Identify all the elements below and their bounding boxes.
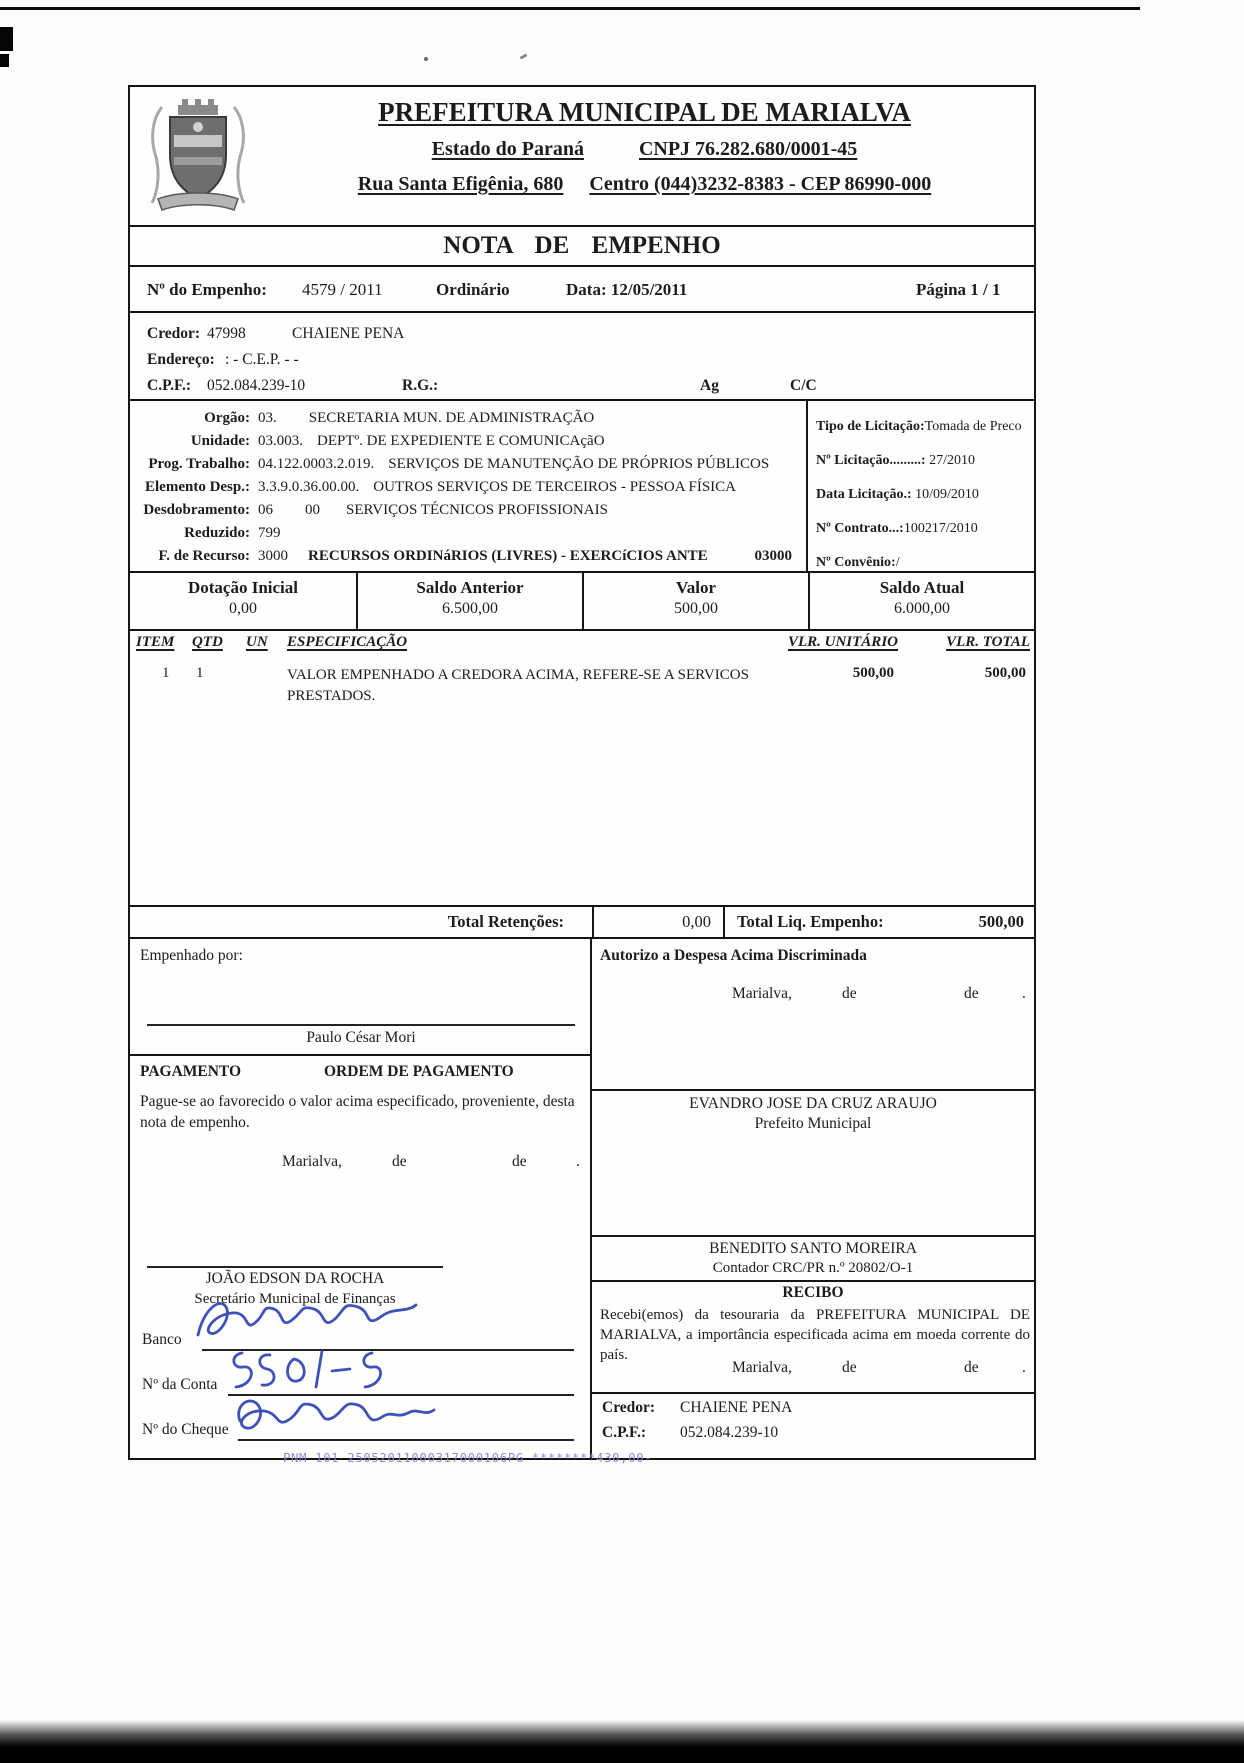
orgao-code: 03. <box>258 410 277 426</box>
total-liquido-cell <box>725 907 1034 937</box>
conta-field-line <box>228 1394 574 1396</box>
ordem-pagamento-label: ORDEM DE PAGAMENTO <box>324 1063 514 1080</box>
total-liquido-value: 500,00 <box>978 912 1024 931</box>
signer-joao-edson-da-rocha: JOÃO EDSON DA ROCHA <box>205 1270 385 1287</box>
tipo-licitacao-line <box>816 417 1028 436</box>
col-item: ITEM <box>136 634 175 650</box>
num-licitacao-line <box>816 451 1028 470</box>
amount-value: 0,00 <box>229 600 257 617</box>
amount-value: 6.000,00 <box>894 600 950 617</box>
amounts-table <box>130 573 1034 631</box>
prog-trabalho-label: Prog. Trabalho: <box>148 456 250 472</box>
orgao-name: SECRETARIA MUN. DE ADMINISTRAÇÃO <box>308 410 595 426</box>
signature-line-prefeito <box>592 1089 1034 1091</box>
amount-cell-dotacao <box>130 573 356 629</box>
de-label: de <box>512 1153 527 1170</box>
handwritten-signature-cheque <box>226 1389 441 1441</box>
col-vlr-total: VLR. TOTAL <box>946 634 1030 650</box>
orgao-line <box>130 407 806 430</box>
budget-classification <box>130 401 806 571</box>
address-value: : - C.E.P. - - <box>225 351 299 368</box>
city-label: Marialva, <box>732 1359 792 1376</box>
signer-title-secretario-financas: Secretário Municipal de Finanças <box>194 1291 396 1307</box>
desdobramento-code1: 06 <box>258 502 273 518</box>
recurso-line <box>130 545 806 568</box>
recurso-code: 3000 <box>258 548 288 564</box>
elemento-line <box>130 476 806 499</box>
reduzido-line <box>130 522 806 545</box>
convenio-value: / <box>895 555 900 570</box>
city-label: Marialva, <box>282 1153 342 1170</box>
empenhado-por-label: Empenhado por: <box>140 947 243 964</box>
cheque-label: Nº do Cheque <box>142 1421 229 1438</box>
licitacao-panel <box>806 401 1034 571</box>
elemento-code: 3.3.9.0.36.00.00. <box>258 479 360 495</box>
de-label: de <box>964 1359 979 1376</box>
num-licitacao-value: 27/2010 <box>929 453 975 468</box>
creditor-label: Credor: <box>147 325 201 342</box>
item-qty: 1 <box>196 665 204 681</box>
page-indicator: Página 1 / 1 <box>916 280 1001 299</box>
cheque-field-line <box>238 1439 574 1441</box>
divider-line <box>130 1054 590 1056</box>
item-description: VALOR EMPENHADO A CREDORA ACIMA, REFERE-SE A SERVICOS PRESTADOS. <box>287 667 749 704</box>
city-label: Marialva, <box>732 985 792 1002</box>
reduzido-value: 799 <box>258 525 281 541</box>
contrato-line <box>816 519 1028 538</box>
reduzido-label: Reduzido: <box>184 525 250 541</box>
num-licitacao-label: Nº Licitação.........: <box>816 453 926 468</box>
data-licitacao-line <box>816 485 1028 504</box>
cpf-value: 052.084.239-10 <box>207 377 306 394</box>
banco-label: Banco <box>142 1331 182 1348</box>
signer-paulo-cesar-mori: Paulo César Mori <box>306 1029 416 1046</box>
convenio-line <box>816 553 1028 572</box>
authorization-column <box>592 939 1034 1460</box>
contrato-value: 100217/2010 <box>903 521 978 536</box>
banco-field-line <box>202 1349 574 1351</box>
item-total-value: 500,00 <box>984 665 1026 681</box>
data-licitacao-label: Data Licitação.: <box>816 487 912 502</box>
signature-line-finance <box>147 1266 443 1268</box>
amount-label: Dotação Inicial <box>187 578 299 597</box>
scan-speck <box>520 53 528 59</box>
empenho-date: Data: 12/05/2011 <box>566 280 688 299</box>
letterhead <box>130 87 1034 227</box>
col-un: UN <box>246 634 268 650</box>
letterhead-text <box>265 87 1034 225</box>
amount-value: 6.500,00 <box>442 600 498 617</box>
scan-artifact-left-blob <box>0 54 9 67</box>
unidade-code: 03.003. <box>258 433 303 449</box>
elemento-name: OUTROS SERVIÇOS DE TERCEIROS - PESSOA FÍSICA <box>373 479 737 495</box>
doc-title: NOTA DE EMPENHO <box>130 227 1034 267</box>
recibo-title: RECIBO <box>782 1284 844 1301</box>
unidade-name: DEPTº. DE EXPEDIENTE E COMUNICAçãO <box>317 433 605 449</box>
unidade-line <box>130 430 806 453</box>
convenio-label: Nº Convênio: <box>816 555 896 570</box>
de-label: de <box>842 985 857 1002</box>
de-label: de <box>842 1359 857 1376</box>
rg-label: R.G.: <box>402 377 439 394</box>
items-header-row <box>130 631 1034 657</box>
contrato-label: Nº Contrato...: <box>816 521 904 536</box>
recibo-text: Recebi(emos) da tesouraria da PREFEITURA MUNICIPAL DE MARIALVA, a importância especificada acima em moeda corrente do país. <box>600 1307 1030 1363</box>
signature-line-contador <box>592 1235 1034 1237</box>
orgao-label: Orgão: <box>204 410 250 426</box>
cnpj-label: CNPJ 76.282.680/0001-45 <box>638 138 858 160</box>
item-unit-value: 500,00 <box>852 665 894 681</box>
creditor-section <box>130 313 1034 401</box>
scan-artifact-left-blob <box>0 27 13 51</box>
data-licitacao-value: 10/09/2010 <box>915 487 979 502</box>
amount-label: Saldo Anterior <box>416 578 524 597</box>
amount-cell-saldo-atual <box>808 573 1034 629</box>
dot-label: . <box>1022 1359 1026 1376</box>
prog-trabalho-name: SERVIÇOS DE MANUTENÇÃO DE PRÓPRIOS PÚBLICOS <box>388 456 770 472</box>
amount-label: Saldo Atual <box>879 578 965 597</box>
tipo-licitacao-label: Tipo de Licitação: <box>816 419 925 434</box>
elemento-label: Elemento Desp.: <box>145 479 250 495</box>
col-especificacao: ESPECIFICAÇÃO <box>287 634 408 650</box>
signer-evandro-jose-da-cruz-araujo: EVANDRO JOSE DA CRUZ ARAUJO <box>689 1095 937 1112</box>
de-label: de <box>964 985 979 1002</box>
nota-de-empenho-form <box>128 85 1036 1460</box>
signer-benedito-santo-moreira: BENEDITO SANTO MOREIRA <box>709 1240 917 1257</box>
cpf-label: C.P.F.: <box>147 377 192 394</box>
signatures-section <box>130 939 1034 1460</box>
dot-label: . <box>576 1153 580 1170</box>
scan-artifact-bottom-bar <box>0 1720 1244 1763</box>
total-liquido-label: Total Liq. Empenho: <box>737 912 884 931</box>
signer-title-prefeito: Prefeito Municipal <box>754 1115 872 1132</box>
autorizo-label: Autorizo a Despesa Acima Discriminada <box>600 947 867 964</box>
unidade-label: Unidade: <box>190 433 250 449</box>
recibo-credor-label: Credor: <box>602 1399 656 1416</box>
creditor-name: CHAIENE PENA <box>292 325 405 342</box>
agency-label: Ag <box>700 377 719 394</box>
scan-artifact-top-line <box>0 7 1140 10</box>
amount-cell-valor <box>582 573 808 629</box>
amount-cell-saldo-anterior <box>356 573 582 629</box>
desdobramento-name: SERVIÇOS TÉCNICOS PROFISSIONAIS <box>346 502 608 518</box>
payment-column <box>130 939 592 1460</box>
pague-se-text: Pague-se ao favorecido o valor acima especificado, proveniente, desta nota de empenho. <box>140 1093 575 1131</box>
scan-speck <box>424 57 428 61</box>
signer-title-contador: Contador CRC/PR n.º 20802/O-1 <box>712 1260 914 1276</box>
empenho-type: Ordinário <box>436 280 510 299</box>
municipal-coat-of-arms <box>130 87 265 225</box>
recurso-extra-code: 03000 <box>754 548 792 564</box>
prog-trabalho-line <box>130 453 806 476</box>
tipo-licitacao-value: Tomada de Preco <box>924 419 1022 434</box>
center-phone-cep-label: Centro (044)3232-8383 - CEP 86990-000 <box>589 173 932 195</box>
totals-row <box>130 905 1034 939</box>
de-label: de <box>392 1153 407 1170</box>
prog-trabalho-code: 04.122.0003.2.019. <box>258 456 375 472</box>
desdobramento-label: Desdobramento: <box>143 502 250 518</box>
col-qtd: QTD <box>192 634 223 650</box>
recurso-label: F. de Recurso: <box>158 548 250 564</box>
desdobramento-line <box>130 499 806 522</box>
items-body <box>130 657 1034 905</box>
street-label: Rua Santa Efigênia, 680 <box>357 173 564 195</box>
amount-value: 500,00 <box>674 600 718 617</box>
recurso-name: RECURSOS ORDINáRIOS (LIVRES) - EXERCíCIOS ANTE <box>308 548 708 564</box>
recibo-cpf-label: C.P.F.: <box>602 1424 647 1441</box>
handwritten-account-number <box>222 1343 392 1397</box>
account-label: C/C <box>790 377 817 394</box>
org-name: PREFEITURA MUNICIPAL DE MARIALVA <box>378 97 911 127</box>
recibo-divider <box>592 1280 1034 1282</box>
col-vlr-unitario: VLR. UNITÁRIO <box>787 634 898 650</box>
coat-of-arms-icon <box>148 97 248 215</box>
state-label: Estado do Paraná <box>431 138 584 160</box>
amount-label: Valor <box>676 578 716 597</box>
conta-label: Nº da Conta <box>142 1376 218 1393</box>
total-retencoes-value: 0,00 <box>592 907 725 937</box>
address-label: Endereço: <box>147 351 215 368</box>
dot-matrix-footer: PNM 101 25052011000317000106PG ********430,00- <box>283 1450 653 1465</box>
budget-section <box>130 401 1034 573</box>
total-retencoes-label: Total Retenções: <box>447 912 564 931</box>
credor-divider <box>592 1392 1034 1394</box>
recibo-credor-value: CHAIENE PENA <box>680 1399 793 1416</box>
empenho-row <box>130 267 1034 313</box>
item-number: 1 <box>162 665 170 681</box>
dot-label: . <box>1022 985 1026 1002</box>
pagamento-label: PAGAMENTO <box>140 1063 242 1080</box>
empenho-number-label: Nº do Empenho: <box>147 280 267 299</box>
creditor-code: 47998 <box>207 325 246 342</box>
signature-line-empenhado <box>147 1024 575 1026</box>
recibo-cpf-value: 052.084.239-10 <box>680 1424 779 1441</box>
empenho-number: 4579 / 2011 <box>302 280 383 299</box>
desdobramento-code2: 00 <box>305 502 320 518</box>
